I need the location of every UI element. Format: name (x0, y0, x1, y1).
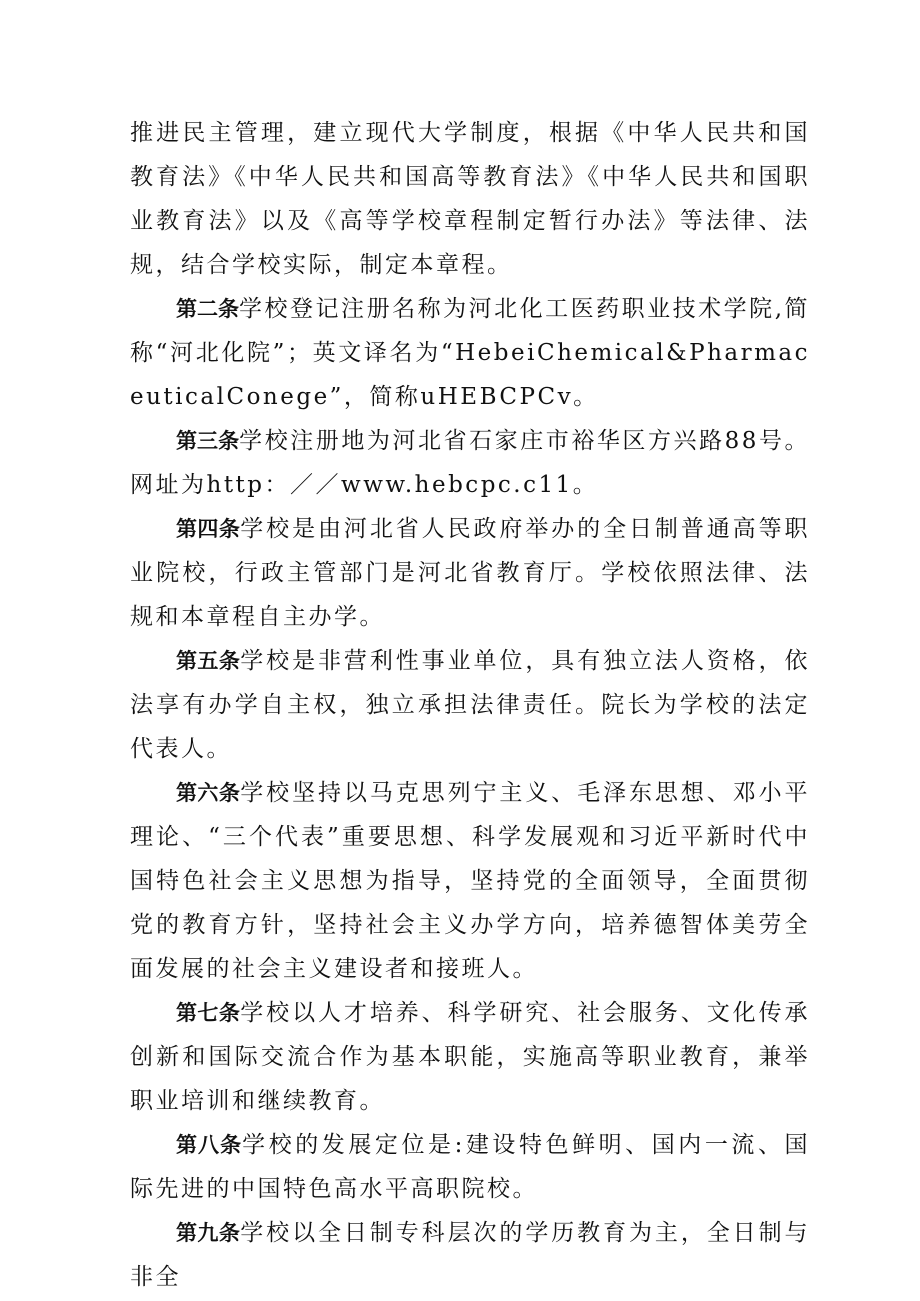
article-6 (130, 771, 810, 991)
article-label: 第七条 (176, 1001, 241, 1025)
article-7 (130, 991, 810, 1123)
article-text: 学校是由河北省人民政府举办的全日制普通高等职业院校，行政主管部门是河北省教育厅。学校依照法律、法规和本章程自主办学。 (130, 516, 810, 630)
article-label: 第四条 (176, 517, 241, 541)
article-8 (130, 1123, 810, 1211)
article-label: 第八条 (176, 1133, 243, 1157)
article-text: 学校注册地为河北省石家庄市裕华区方兴路88号。网址为http：／／www.hebcpc.c11。 (130, 428, 810, 498)
article-text: 学校登记注册名称为河北化工医药职业技术学院,简称“河北化院”；英文译名为“HebeiChemical&PharmaceuticalConege”，简称uHEBCPCv。 (130, 296, 811, 410)
paragraph-intro (130, 111, 810, 287)
article-text: 学校的发展定位是:建设特色鲜明、国内一流、国际先进的中国特色高水平高职院校。 (130, 1132, 810, 1202)
article-2 (130, 287, 810, 419)
article-text: 学校坚持以马克思列宁主义、毛泽东思想、邓小平理论、“三个代表”重要思想、科学发展观和习近平新时代中国特色社会主义思想为指导，坚持党的全面领导，全面贯彻党的教育方针，坚持社会主义办学方向，培养德智体美劳全面发展的社会主义建设者和接班人。 (130, 780, 810, 982)
article-3 (130, 419, 810, 507)
article-label: 第五条 (176, 649, 241, 673)
article-text: 学校以人才培养、科学研究、社会服务、文化传承创新和国际交流合作为基本职能，实施高等职业教育，兼举职业培训和继续教育。 (130, 1000, 810, 1114)
article-label: 第九条 (176, 1221, 241, 1245)
article-9 (130, 1211, 810, 1299)
article-label: 第六条 (176, 781, 241, 805)
paragraph-text: 推进民主管理，建立现代大学制度，根据《中华人民共和国教育法》《中华人民共和国高等教育法》《中华人民共和国职业教育法》以及《高等学校章程制定暂行办法》等法律、法规，结合学校实际，制定本章程。 (130, 120, 810, 278)
article-text: 学校是非营利性事业单位，具有独立法人资格，依法享有办学自主权，独立承担法律责任。院长为学校的法定代表人。 (130, 648, 810, 762)
article-text: 学校以全日制专科层次的学历教育为主，全日制与非全 (130, 1220, 810, 1290)
article-label: 第三条 (176, 429, 240, 453)
article-label: 第二条 (176, 297, 240, 321)
article-5 (130, 639, 810, 771)
article-4 (130, 507, 810, 639)
